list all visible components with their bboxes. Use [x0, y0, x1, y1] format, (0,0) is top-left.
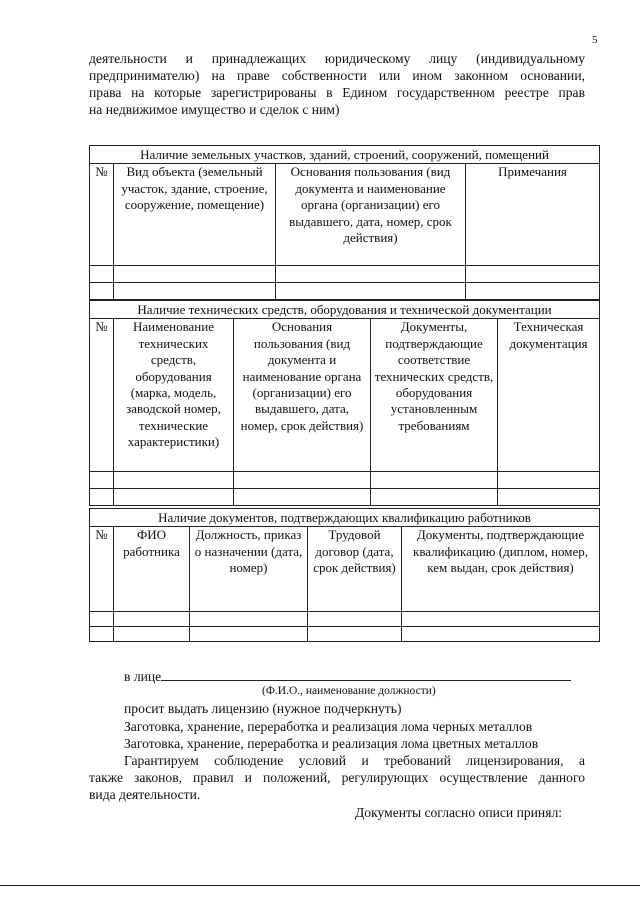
header-number: №: [90, 527, 114, 612]
table-title: Наличие документов, подтверждающих квалификацию работников: [90, 509, 600, 527]
table-cell[interactable]: [276, 266, 466, 283]
table-cell[interactable]: [114, 627, 190, 642]
table-cell[interactable]: [90, 489, 114, 506]
header-usage-basis: Основания пользования (вид документа и наименование органа (организации) его выдавшего, дата, номер, срок действия): [234, 319, 371, 472]
header-tech-docs: Техническая документация: [498, 319, 600, 472]
table-row: [90, 283, 600, 300]
table-cell[interactable]: [498, 472, 600, 489]
table-cell[interactable]: [190, 612, 308, 627]
documents-accepted-label: Документы согласно описи принял:: [355, 805, 563, 820]
header-qualification-docs: Документы, подтверждающие квалификацию (диплом, номер, кем выдан, срок действия): [402, 527, 600, 612]
table-row: [90, 472, 600, 489]
request-line: просит выдать лицензию (нужное подчеркнуть): [124, 701, 402, 716]
guarantee-line: вида деятельности.: [89, 787, 201, 802]
table-cell[interactable]: [90, 612, 114, 627]
header-compliance-docs: Документы, подтверждающие соответствие технических средств, оборудования установленным требованиям: [371, 319, 498, 472]
table-cell[interactable]: [114, 472, 234, 489]
table-row: [90, 627, 600, 642]
table-cell[interactable]: [90, 266, 114, 283]
in-person-input-line[interactable]: [161, 667, 571, 681]
table-cell[interactable]: [466, 266, 600, 283]
header-equipment-name: Наименование технических средств, оборудования (марка, модель, заводской номер, технические характеристики): [114, 319, 234, 472]
equipment-table: [89, 300, 600, 506]
table-cell[interactable]: [371, 489, 498, 506]
table-cell[interactable]: [466, 283, 600, 300]
table-cell[interactable]: [114, 266, 276, 283]
header-usage-basis: Основания пользования (вид документа и наименование органа (организации) его выдавшего, дата, номер, срок действия): [276, 164, 466, 266]
in-person-label: в лице: [124, 669, 162, 684]
land-buildings-table: [89, 145, 600, 300]
table-title: Наличие технических средств, оборудования и технической документации: [90, 301, 600, 319]
table-row: [90, 612, 600, 627]
table-cell[interactable]: [90, 472, 114, 489]
header-employee-name: ФИО работника: [114, 527, 190, 612]
table-cell[interactable]: [114, 612, 190, 627]
table-row: [90, 266, 600, 283]
intro-line: права на которые зарегистрированы в Едином государственном реестре прав: [89, 85, 585, 100]
table-row: [90, 489, 600, 506]
table-cell[interactable]: [276, 283, 466, 300]
table-cell[interactable]: [371, 472, 498, 489]
table-cell[interactable]: [498, 489, 600, 506]
header-notes: Примечания: [466, 164, 600, 266]
intro-line: деятельности и принадлежащих юридическому лицу (индивидуальному: [89, 51, 585, 66]
header-object-type: Вид объекта (земельный участок, здание, строение, сооружение, помещение): [114, 164, 276, 266]
intro-paragraph: [89, 50, 585, 118]
table-cell[interactable]: [114, 283, 276, 300]
table-cell[interactable]: [90, 283, 114, 300]
page-number: 5: [592, 34, 598, 46]
guarantee-paragraph: [89, 752, 585, 803]
guarantee-line: также законов, правил и положений, регулирующих осуществление данного: [89, 770, 585, 785]
intro-line: на недвижимое имущество и сделок с ним): [89, 102, 340, 117]
header-number: №: [90, 319, 114, 472]
guarantee-line: Гарантируем соблюдение условий и требований лицензирования, а: [124, 753, 585, 768]
table-cell[interactable]: [234, 472, 371, 489]
intro-line: предпринимателю) на праве собственности или ином законном основании,: [89, 68, 585, 83]
option-nonferrous[interactable]: Заготовка, хранение, переработка и реализация лома цветных металлов: [124, 736, 539, 751]
header-contract: Трудовой договор (дата, срок действия): [308, 527, 402, 612]
table-cell[interactable]: [402, 612, 600, 627]
table-cell[interactable]: [402, 627, 600, 642]
option-ferrous[interactable]: Заготовка, хранение, переработка и реализация лома черных металлов: [124, 719, 533, 734]
table-title: Наличие земельных участков, зданий, строений, сооружений, помещений: [90, 146, 600, 164]
table-cell[interactable]: [308, 627, 402, 642]
header-position: Должность, приказ о назначении (дата, номер): [190, 527, 308, 612]
table-cell[interactable]: [234, 489, 371, 506]
header-number: №: [90, 164, 114, 266]
in-person-caption: (Ф.И.О., наименование должности): [262, 685, 436, 697]
table-cell[interactable]: [190, 627, 308, 642]
qualification-table: [89, 508, 600, 642]
table-cell[interactable]: [114, 489, 234, 506]
table-cell[interactable]: [308, 612, 402, 627]
table-cell[interactable]: [90, 627, 114, 642]
bottom-rule: [0, 885, 640, 886]
